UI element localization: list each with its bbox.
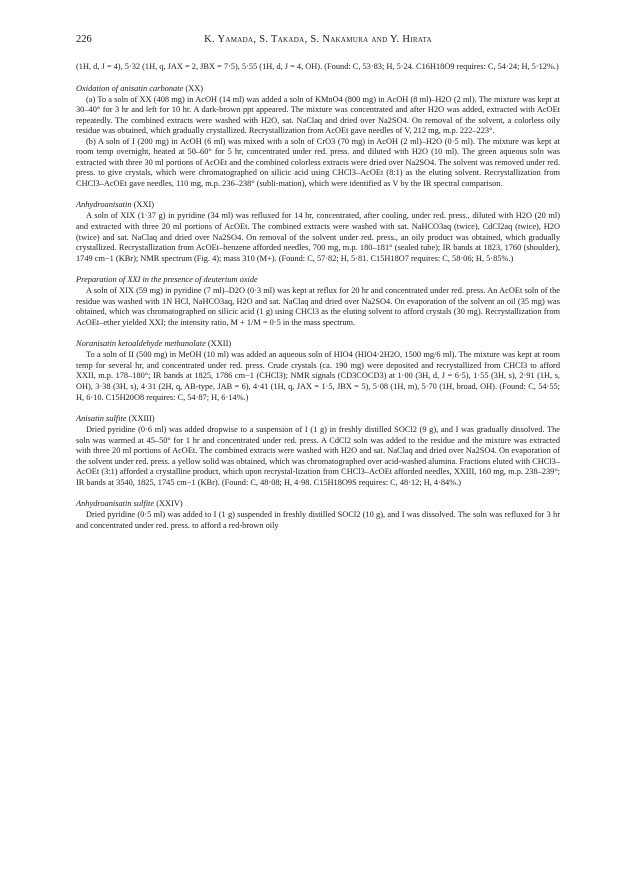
paper-page xyxy=(76,34,560,532)
section-title-text: Preparation of XXI in the presence of deuterium oxide xyxy=(76,275,258,285)
section-title xyxy=(76,498,560,509)
section-compound: (XXIV) xyxy=(156,499,183,509)
page-number: 226 xyxy=(76,34,92,45)
section-title xyxy=(76,83,560,94)
section-compound: (XX) xyxy=(185,83,204,93)
section-paragraph: (b) A soln of I (200 mg) in AcOH (6 ml) was mixed with a soln of CrO3 (70 mg) in AcOH (2 ml)–H2O (0·5 ml). The mixture was kept at room temp overnight, heated at 50–60° for 5 hr, concentrated under red. press. and diluted with H2O (10 ml). The green aqueous soln was extracted with three 30 ml portions of AcOEt and the combined colorless extracts were dried over Na2SO4. The solvent was removed under red. press. to give crystals, which were chromatographed on silicic acid using CHCl3–AcOEt (8:1) as the eluting solvent. Recrystallization from CHCl3–AcOEt gave needles, 110 mg, m.p. 236–238° (subli-mation), which were identified as V by the IR spectral comparison. xyxy=(76,136,560,188)
section-title-text: Anisatin sulfite xyxy=(76,414,127,424)
section-noranisatin xyxy=(76,338,560,403)
section-title-text: Noranisatin ketoaldehyde methanolate xyxy=(76,339,206,349)
section-title xyxy=(76,338,560,349)
page-header xyxy=(76,34,560,52)
section-anisatin-sulfite xyxy=(76,413,560,488)
section-compound: (XXII) xyxy=(207,339,232,349)
section-paragraph: Dried pyridine (0·6 ml) was added dropwise to a suspension of I (1 g) in freshly distilled SOCl2 (9 g), and I was gradually dissolved. The soln was warmed at 45–50° for 1 hr and concentrated under red. press. A CdCl2 soln was added to the residue and the mixture was extracted with three 20 ml portions of AcOEt. The combined extracts were washed with H2O and sat. NaClaq and dried over Na2SO4. On evaporation of the solvent under red. press. a yellow solid was obtained, which was chromatographed over acid-washed alumina. Fractions eluted with CHCl3–AcOEt (3:1) afforded a crystalline product, which upon recrystal-lization from CHCl3–AcOEt afforded needles, XXIII, 160 mg, m.p. 238–239°; IR bands at 3540, 1825, 1745 cm−1 (KBr). (Found: C, 48·08; H, 4·98. C15H18O9S requires: C, 48·12; H, 4·84%.) xyxy=(76,425,560,487)
section-title-text: Anhydroanisatin sulfite xyxy=(76,499,155,509)
section-paragraph: (a) To a soln of XX (408 mg) in AcOH (14 ml) was added a soln of KMnO4 (800 mg) in AcOH (8 ml)–H2O (2 ml). The mixture was kept at 30–40° for 3 hr and left for 10 hr. A dark-brown ppt appeared. The mixture was concentrated and after H2O was added, extracted with AcOEt repeatedly. The combined extracts were washed with H2O, sat. NaClaq and dried over Na2SO4. On removal of the solvent, a colorless oily residue was obtained, which gradually crystallized. Recrystallization from AcOEt gave needles of V, 212 mg, m.p. 222–223°. xyxy=(76,94,560,136)
section-title-text: Oxidation of anisatin carbonate xyxy=(76,83,184,93)
section-paragraph: To a soln of II (500 mg) in MeOH (10 ml) was added an aqueous soln of HIO4 (HIO4·2H2O, 1500 mg/6 ml). The mixture was kept at room temp for several hr, and concentrated under red. press. Crude crystals (ca. 190 mg) were deposited and recrystallized from CHCl3 to afford XXII, m.p. 178–180°; IR bands at 1825, 1786 cm−1 (CHCl3); NMR signals (CD3COCD3) at 1·00 (3H, d, J = 6·5), 1·55 (3H, s), 2·91 (1H, s, OH), 3·38 (3H, s), 4·31 (2H, q, AB-type, JAB = 6), 4·41 (1H, q, JAX = 1·5, JBX = 5), 5·08 (1H, m), 5·70 (1H, broad, OH). (Found: C, 54·55; H, 6·10. C15H20O8 requires: C, 54·87; H, 6·14%.) xyxy=(76,350,560,402)
section-title-text: Anhydroanisatin xyxy=(76,200,132,210)
section-compound: (XXIII) xyxy=(128,414,155,424)
section-oxidation xyxy=(76,83,560,190)
section-anhydroanisatin xyxy=(76,199,560,264)
section-paragraph: A soln of XIX (1·37 g) in pyridine (34 ml) was refluxed for 14 hr, concentrated, after cooling, under red. press., diluted with H2O (20 ml) and extracted with three 20 ml portions of AcOEt. The combined extracts were washed with sat. NaHCO3aq (twice), CdCl2aq (twice), H2O (twice) and sat. NaClaq and dried over Na2SO4. On removal of the solvent under red. press., an oily product was obtained, which gradually crystallized. Recrystallization from AcOEt–benzene afforded needles, 700 mg, m.p. 180–181° (sealed tube); IR bands at 1823, 1760 (shoulder), 1749 cm−1 (KBr); NMR spectrum (Fig. 4); mass 310 (M+). (Found: C, 57·82; H, 5·81. C15H18O7 requires: C, 58·06; H, 5·85%.) xyxy=(76,211,560,263)
section-paragraph: A soln of XIX (59 mg) in pyridine (7 ml)–D2O (0·3 ml) was kept at reflux for 20 hr and concentrated under red. press. An AcOEt soln of the residue was washed with 1N HCl, NaHCO3aq, H2O and sat. NaClaq and dried over Na2SO4. On evaporation of the solvent an oil (35 mg) was obtained, which was chromatographed on silicic acid (1 g) using CHCl3 as the eluting solvent to afford crystals (30 mg). Recrystallization from AcOEt–ether yielded XXI; the intensity ratio, M + 1/M = 0·5 in the mass spectrum. xyxy=(76,286,560,327)
running-title: K. Yamada, S. Takada, S. Nakamura and Y. Hirata xyxy=(204,34,432,45)
section-title xyxy=(76,274,560,285)
section-deuterium xyxy=(76,274,560,328)
intro-paragraph: (1H, d, J = 4), 5·32 (1H, q, JAX = 2, JBX = 7·5), 5·55 (1H, d, J = 4, OH). (Found: C, 53·83; H, 5·24. C16H18O9 requires: C, 54·24; H, 5·12%.) xyxy=(76,62,559,71)
section-title xyxy=(76,413,560,424)
section-compound: (XXI) xyxy=(133,200,155,210)
section-paragraph: Dried pyridine (0·5 ml) was added to I (1 g) suspended in freshly distilled SOCl2 (10 g), and I was dissolved. The soln was refluxed for 3 hr and concentrated under red. press. to afford a red-brown oily xyxy=(76,510,560,530)
section-anhydroanisatin-sulfite xyxy=(76,498,560,531)
section-title xyxy=(76,199,560,210)
